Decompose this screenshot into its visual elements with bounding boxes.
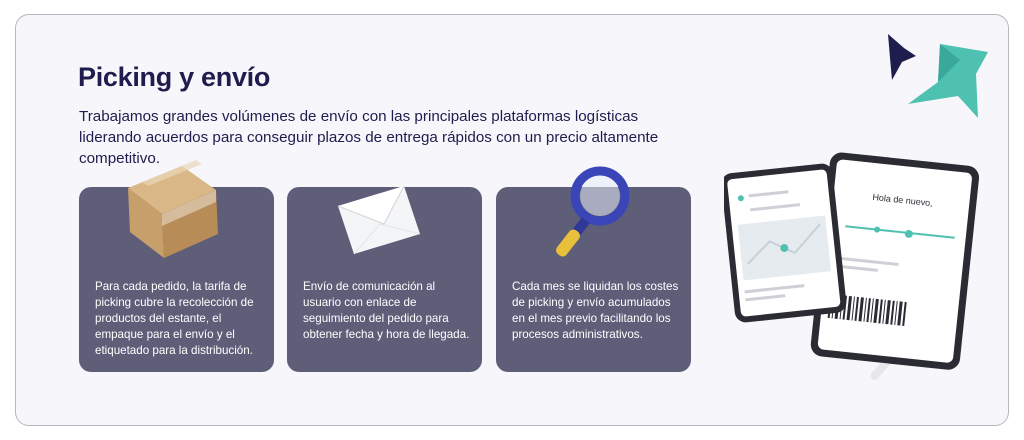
section-title: Picking y envío [78,62,271,92]
card-billing-text: Cada mes se liquidan los costes de picking y envío acumulados en el mes previo facilitando los procesos administrativos. [512,280,679,341]
device-greeting: Hola de nuevo, [871,191,934,209]
box-icon [120,160,230,260]
magnifier-icon [548,160,638,260]
brand-origami-icon [880,30,1000,125]
envelope-icon [334,180,424,260]
card-picking-text: Para cada pedido, la tarifa de picking cubre la recolección de productos del estante, el empaque para el envío y el etiquetado para la distribución. [95,280,254,357]
card-tracking-text: Envío de comunicación al usuario con enlace de seguimiento del pedido para obtener fecha y hora de llegada. [303,280,470,341]
section-intro: Trabajamos grandes volúmenes de envío con las principales plataformas logísticas liderando acuerdos para conseguir plazos de entrega rápidos con un precio altamente competitivo. [79,108,659,167]
devices-illustration [724,150,984,395]
